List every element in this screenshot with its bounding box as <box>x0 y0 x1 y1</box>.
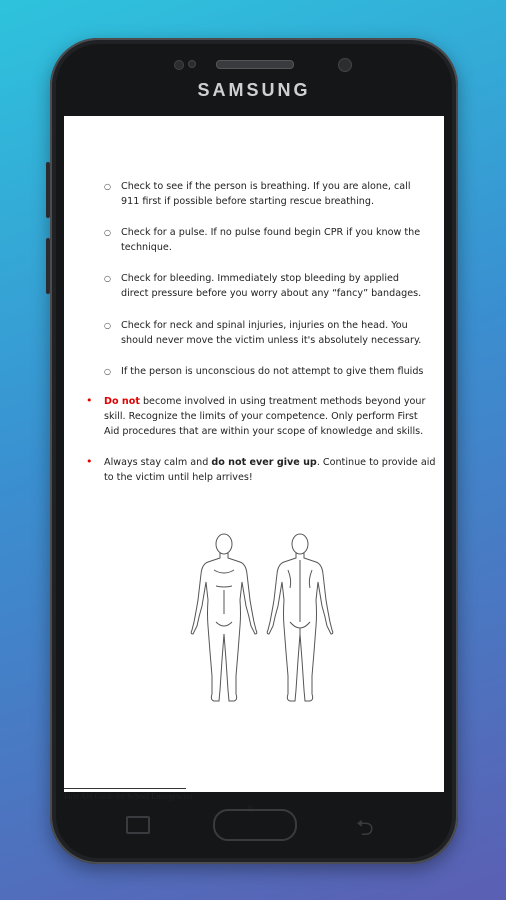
list-item-line: skill. Recognize the limits of your competence. Only perform First <box>104 411 418 422</box>
list-item-text: become involved in using treatment methods beyond your <box>139 396 426 407</box>
list-item-line: Check for neck and spinal injuries, injuries on the head. You <box>121 320 408 331</box>
pdf-page[interactable] <box>64 116 444 815</box>
circle-outline-icon: ○ <box>104 228 111 237</box>
list-item-line <box>104 394 425 409</box>
bixby-button <box>46 238 50 294</box>
list-item-line: Check to see if the person is breathing. If you are alone, call <box>121 181 411 192</box>
circle-outline-icon: ○ <box>104 367 111 376</box>
do-not-text: Do not <box>104 396 140 407</box>
circle-outline-icon: ○ <box>104 321 111 330</box>
list-item-line: direct pressure before you worry about any “fancy” bandages. <box>121 288 422 299</box>
circle-outline-icon: ○ <box>104 182 111 191</box>
list-item-line: 911 first if possible before starting rescue breathing. <box>121 196 375 207</box>
volume-button <box>46 162 50 218</box>
list-item-line: technique. <box>121 242 172 253</box>
page-number: 6 <box>248 804 253 815</box>
brand-logo: SAMSUNG <box>197 80 311 100</box>
list-item-line: If the person is unconscious do not attempt to give them fluids <box>121 366 424 377</box>
red-dot-icon: • <box>86 455 93 468</box>
list-item-text: . Continue to provide aid <box>316 457 436 468</box>
list-item-line: Aid procedures that are within your scope of knowledge and skills. <box>104 426 424 437</box>
home-button[interactable] <box>213 809 297 841</box>
circle-outline-icon: ○ <box>104 274 111 283</box>
list-item-line: to the victim until help arrives! <box>104 472 253 483</box>
list-item-line <box>104 455 436 470</box>
document-footer: First Aid Guide for School Emergencies <box>64 792 193 801</box>
red-dot-icon: • <box>86 394 93 407</box>
screen[interactable] <box>64 116 444 815</box>
footer-divider <box>64 788 186 789</box>
list-item-line: Check for a pulse. If no pulse found begin CPR if you know the <box>121 227 421 238</box>
sensor-icon <box>188 60 196 68</box>
emphasis-text: do not ever give up <box>211 457 317 468</box>
phone-frame <box>50 38 458 864</box>
recent-apps-icon[interactable] <box>126 816 150 834</box>
front-camera-icon <box>338 58 352 72</box>
list-item-line: Check for bleeding. Immediately stop bleeding by applied <box>121 273 400 284</box>
sensor-icon <box>174 60 184 70</box>
back-icon[interactable]: ⮌ <box>356 816 374 841</box>
list-item-line: should never move the victim unless it's absolutely necessary. <box>121 335 422 346</box>
body-outline-illustration <box>182 530 344 710</box>
list-item-text: Always stay calm and <box>104 457 212 468</box>
earpiece-speaker <box>216 60 294 69</box>
